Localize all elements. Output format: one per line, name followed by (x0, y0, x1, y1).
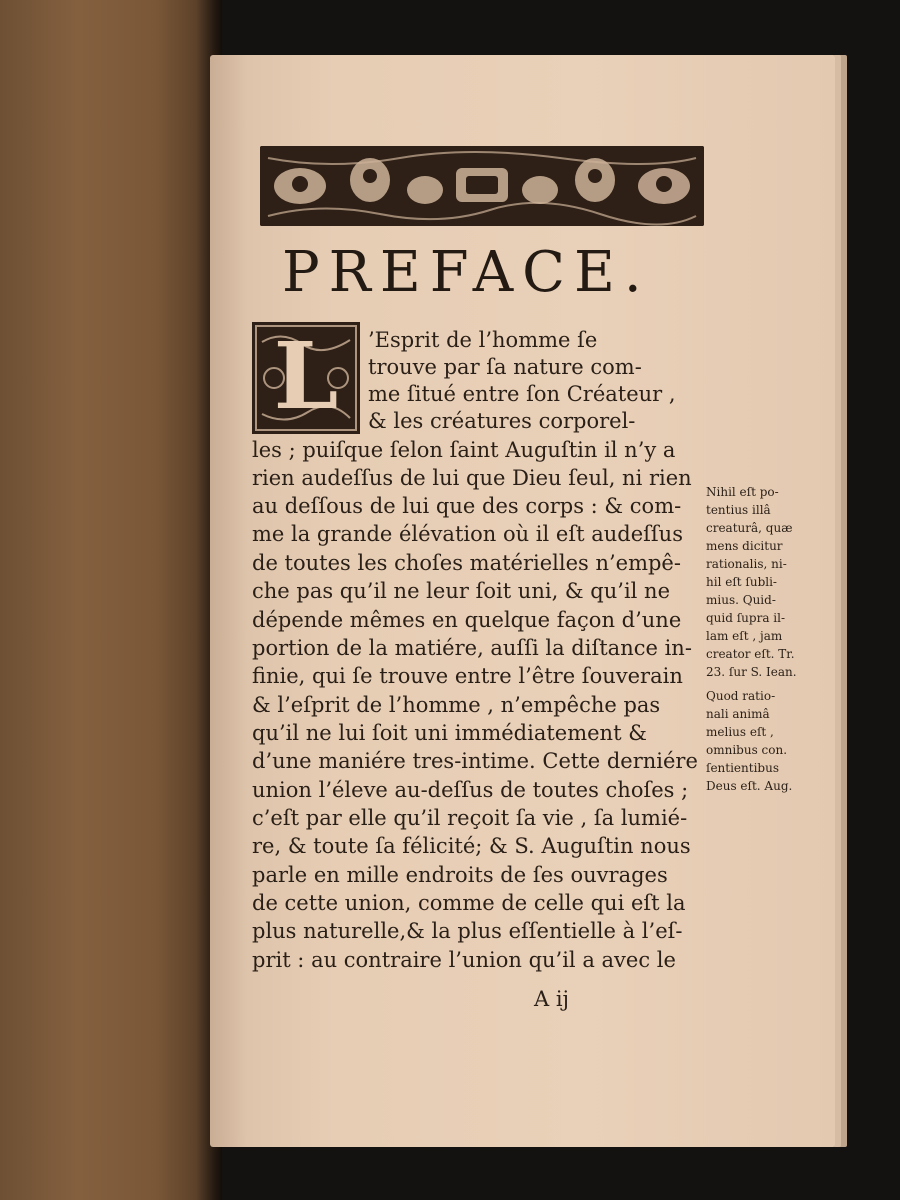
margin-note-line: 23. ſur S. Iean. (706, 665, 797, 679)
text-line: union l’éleve au-deſſus de toutes choſes ; (252, 778, 689, 802)
margin-note-line: mius. Quid- (706, 593, 776, 607)
margin-note-line: ſentientibus (706, 761, 779, 775)
text-line: & l’eſprit de l’homme , n’empêche pas (252, 693, 661, 717)
ornamental-initial (252, 322, 360, 434)
ornamental-headpiece (260, 146, 704, 226)
text-line: parle en mille endroits de ſes ouvrages (252, 863, 668, 887)
text-line: de cette union, comme de celle qui eſt la (252, 891, 686, 915)
margin-note-line: mens dicitur (706, 539, 783, 553)
text-line: ’Esprit de l’homme ſe (368, 328, 598, 352)
text-line: les ; puiſque ſelon ſaint Auguſtin il n’y a (252, 438, 676, 462)
text-line: che pas qu’il ne leur ſoit uni, & qu’il ne (252, 579, 671, 603)
margin-note-line: Nihil eſt po- (706, 485, 779, 499)
text-line: & les créatures corporel- (368, 409, 636, 433)
signature-mark: A ij (534, 987, 570, 1011)
text-line: prit : au contraire l’union qu’il a avec le (252, 948, 676, 972)
text-line: finie, qui ſe trouve entre l’être ſouverain (252, 664, 683, 688)
margin-note-line: rationalis, ni- (706, 557, 787, 571)
text-line: me la grande élévation où il eſt audeſſus (252, 522, 683, 546)
page-title: PREFACE. (282, 240, 651, 305)
margin-note-line: Deus eſt. Aug. (706, 779, 793, 793)
margin-note-line: omnibus con. (706, 743, 788, 757)
text-line: qu’il ne lui ſoit uni immédiatement & (252, 721, 647, 745)
margin-note-line: melius eſt , (706, 725, 774, 739)
text-line: d’une maniére tres-intime. Cette derniére (252, 749, 698, 773)
margin-note-line: creaturâ, quæ (706, 521, 793, 535)
text-line: trouve par ſa nature com- (368, 355, 642, 379)
margin-note-line: hil eſt ſubli- (706, 575, 777, 589)
text-line: me ſitué entre ſon Créateur , (368, 382, 676, 406)
margin-note-line: creator eſt. Tr. (706, 647, 795, 661)
margin-note-line: lam eſt , jam (706, 629, 783, 643)
text-line: au deſſous de lui que des corps : & com- (252, 494, 682, 518)
initial-letter: L (273, 322, 339, 430)
text-line: c’eſt par elle qu’il reçoit ſa vie , ſa lumié- (252, 806, 688, 830)
margin-note-line: quid ſupra il- (706, 611, 786, 625)
text-line: plus naturelle,& la plus eſſentielle à l’eſ- (252, 919, 683, 943)
text-line: dépende mêmes en quelque façon d’une (252, 608, 682, 632)
text-line: de toutes les choſes matérielles n’empê- (252, 551, 681, 575)
text-line: portion de la matiére, auſſi la diſtance in- (252, 636, 692, 660)
margin-note-line: Quod ratio- (706, 689, 776, 703)
text-line: re, & toute ſa félicité; & S. Auguſtin nous (252, 834, 691, 858)
margin-note-line: nali animâ (706, 707, 770, 721)
margin-note-line: tentius illâ (706, 503, 771, 517)
text-line: rien audeſſus de lui que Dieu ſeul, ni rien (252, 466, 692, 490)
book-binding (0, 0, 222, 1200)
